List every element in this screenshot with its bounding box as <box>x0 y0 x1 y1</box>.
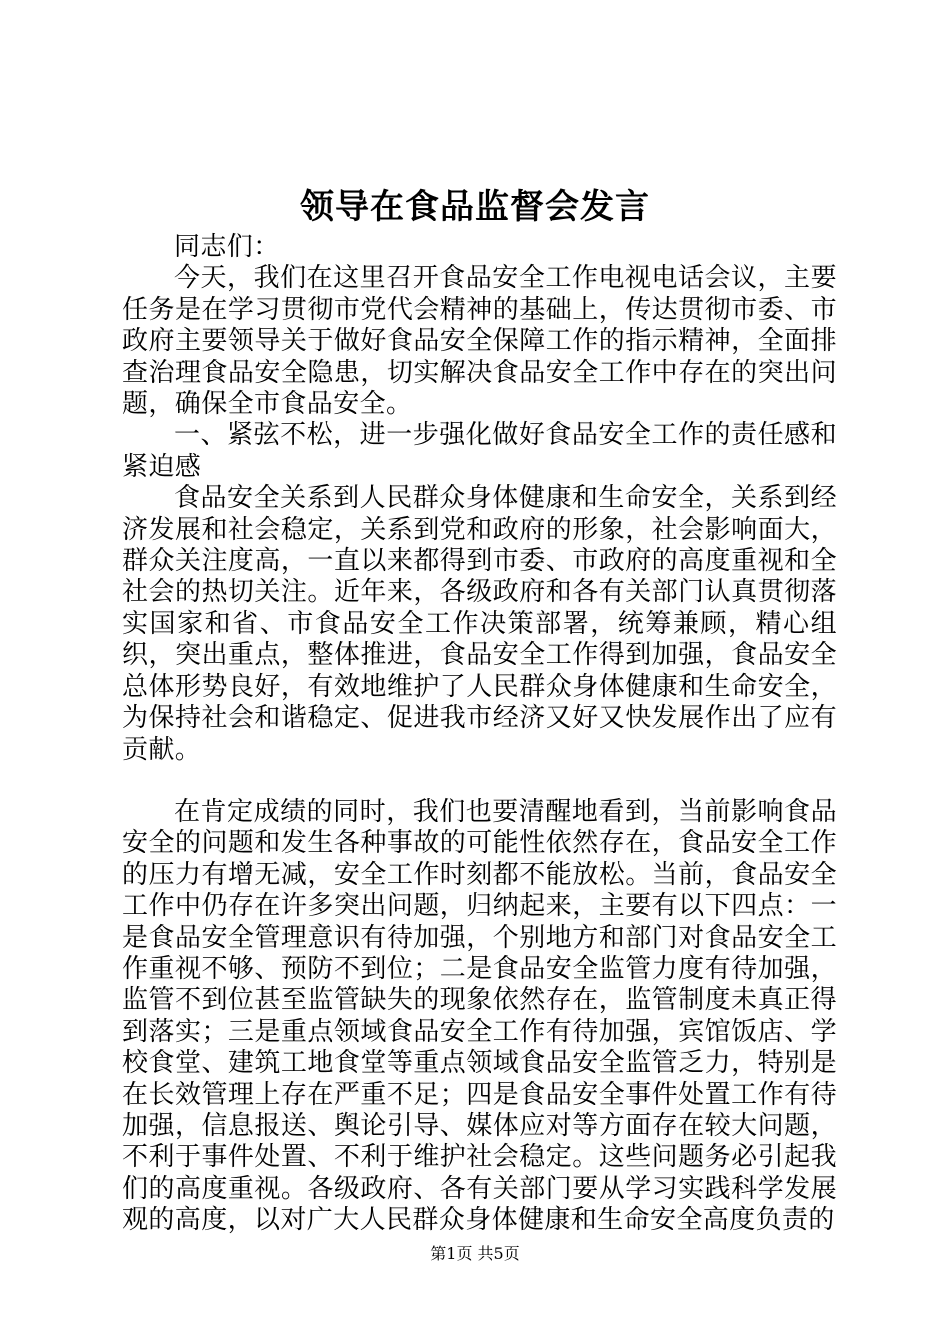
body-paragraph: 食品安全关系到人民群众身体健康和生命安全，关系到经济发展和社会稳定，关系到党和政府的形象，社会影响面大，群众关注度高，一直以来都得到市委、市政府的高度重视和全社会的热切关注。近年来，各级政府和各有关部门认真贯彻落实国家和省、市食品安全工作决策部署，统筹兼顾，精心组织，突出重点，整体推进，食品安全工作得到加强，食品安全总体形势良好，有效地维护了人民群众身体健康和生命安全，为保持社会和谐稳定、促进我市经济又好又快发展作出了应有贡献。 <box>122 483 837 765</box>
section-heading-paragraph: 一、紧弦不松，进一步强化做好食品安全工作的责任感和紧迫感 <box>122 420 837 482</box>
document-body <box>122 232 837 1237</box>
salutation-paragraph: 同志们： <box>174 232 280 262</box>
body-paragraph: 在肯定成绩的同时，我们也要清醒地看到，当前影响食品安全的问题和发生各种事故的可能性依然存在，食品安全工作的压力有增无减，安全工作时刻都不能放松。当前，食品安全工作中仍存在许多突出问题，归纳起来，主要有以下四点：一是食品安全管理意识有待加强，个别地方和部门对食品安全工作重视不够、预防不到位；二是食品安全监管力度有待加强，监管不到位甚至监管缺失的现象依然存在，监管制度未真正得到落实；三是重点领域食品安全工作有待加强，宾馆饭店、学校食堂、建筑工地食堂等重点领域食品安全监管乏力，特别是在长效管理上存在严重不足；四是食品安全事件处置工作有待加强，信息报送、舆论引导、媒体应对等方面存在较大问题，不利于事件处置、不利于维护社会稳定。这些问题务必引起我们的高度重视。各级政府、各有关部门要从学习实践科学发展观的高度，以对广大人民群众身体健康和生命安全高度负责的 <box>122 796 837 1236</box>
intro-paragraph: 今天，我们在这里召开食品安全工作电视电话会议，主要任务是在学习贯彻市党代会精神的基础上，传达贯彻市委、市政府主要领导关于做好食品安全保障工作的指示精神，全面排查治理食品安全隐患，切实解决食品安全工作中存在的突出问题，确保全市食品安全。 <box>122 263 837 420</box>
document-title: 领导在食品监督会发言 <box>300 187 650 227</box>
page-number-footer: 第1页 共5页 <box>430 1244 520 1263</box>
